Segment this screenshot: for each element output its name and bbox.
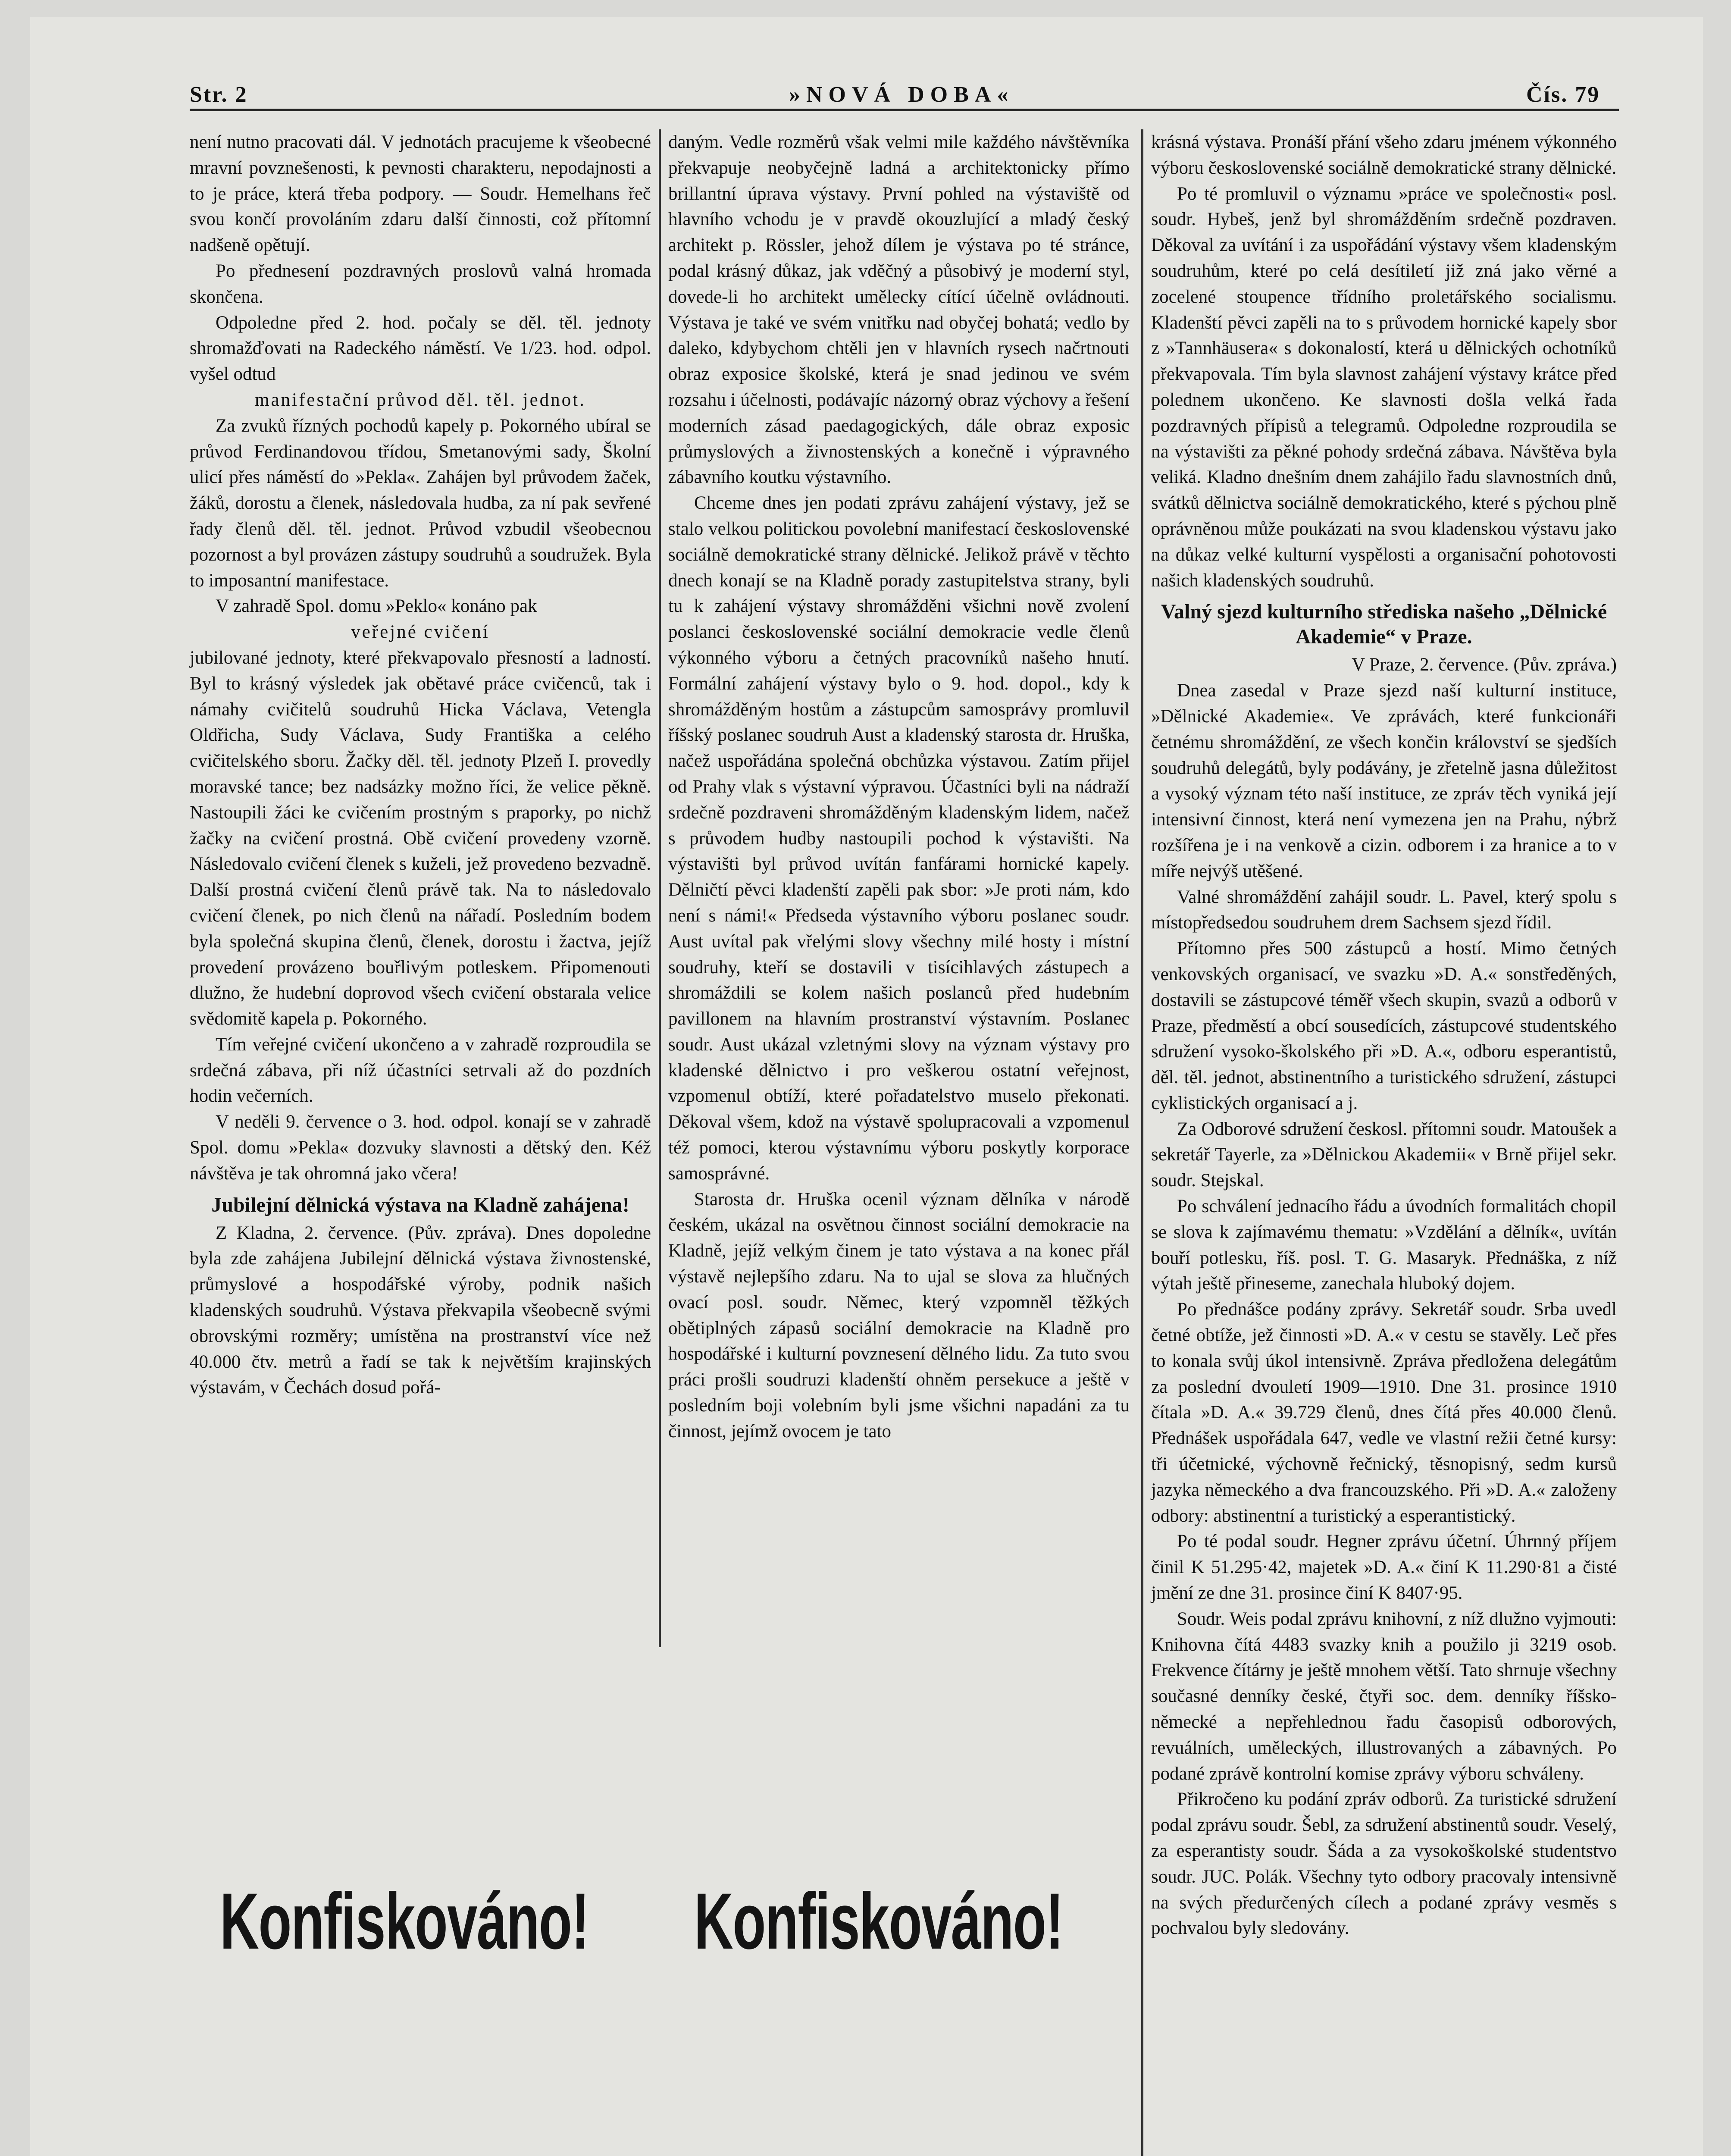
page-number: Str. 2 (190, 82, 248, 107)
paragraph-text: 2. července. (Pův. zpráva). Dnes dopoledne byla zde zahájena Jubilejní dělnická výstava živnostenské, průmyslové a hospodářské výroby, podnik našich kladenských soudruhů. Výstava překvapila všeobecně svými obrovskými rozměry; umístěna na prostranství více než 40.000 čtv. metrů a řadí se tak k největším krajinských výstavám, v Čechách dosud pořá- (190, 1222, 651, 1398)
paragraph: Přikročeno ku podání zpráv odborů. Za turistické sdružení podal zprávu soudr. Šebl, za sdružení abstinentů soudr. Veselý, za esperantisty soudr. Šáda a za vysokoškolské studentstvo soudr. JUC. Polák. Všechny tyto odbory pracovaly intensivně na svých předurčených cílech a podané zprávy vesměs s pochvalou byly sledovány. (1151, 1789, 1617, 1939)
paragraph: Po té podal soudr. Hegner zprávu účetní. Úhrnný příjem činil K 51.295·42, majetek »D. A.« činí K 11.290·81 a čisté jmění ze dne 31. prosince činí K 8407·95. (1151, 1531, 1617, 1604)
column-1 (190, 129, 651, 1401)
dateline: V Praze, 2. července. (Pův. zpráva.) (1352, 655, 1617, 675)
paragraph: Za Odborové sdružení českosl. přítomni soudr. Matoušek a sekretář Tayerle, za »Dělnickou Akademii« v Brně přijel sekr. soudr. Stejskal. (1151, 1119, 1617, 1191)
column-divider-2 (1141, 129, 1143, 2156)
paragraph: Po té promluvil o významu »práce ve společnosti« posl. soudr. Hybeš, jenž byl shromážděním srdečně pozdraven. Děkoval za uvítání i za uspořádání výstavy všem kladenským soudruhům, které po celá desítiletí již zná jako věrné a zocelené stoupence třídního proletářského socialismu. Kladenští pěvci zapěli na to s průvodem hornické kapely sbor z »Tannhäusera« s dokonalostí, která u dělnických ochotníků překvapovala. Tím byla slavnost zahájení výstavy krátce před polednem ukončeno. Ke slavnosti došla velká řada pozdravných přípisů a telegramů. Odpoledne rozproudila se na výstavišti za pěkné pohody srdečná zábava. Návštěva byla veliká. Kladno dnešním dnem zahájilo řadu slavnostních dnů, svátků dělnictva sociálně demokratického, které s pýchou plně oprávněnou může poukázati na svou kladenskou výstavu jako na důkaz velké kulturní vyspělosti a organisační pohotovosti našich kladenských soudruhů. (1151, 183, 1617, 591)
article-headline: Valný sjezd kulturního střediska našeho „Dělnické Akademie“ v Praze. (1161, 600, 1607, 649)
paragraph: Valné shromáždění zahájil soudr. L. Pavel, který spolu s místopředsedou soudruhem drem Sachsem sjezd řídil. (1151, 887, 1617, 933)
paragraph: Po přednášce podány zprávy. Sekretář soudr. Srba uvedl četné obtíže, jež činnosti »D. A.« v cestu se stavěly. Leč přes to konala svůj úkol intensivně. Zpráva předložena delegátům za poslední dvouletí 1909—1910. Dne 31. prosince 1910 čítala »D. A.« 39.729 členů, dnes čítá přes 40.000 členů. Přednášek uspořádala 647, vedle ve vlastní režii četné kursy: tři účetnické, výchovně řečnický, těsnopisný, sedm kursů jazyka německého a dva francouzského. Při »D. A.« založeny odbory: abstinentní a turistický a esperantistický. (1151, 1299, 1617, 1526)
paragraph: V neděli 9. července o 3. hod. odpol. konají se v zahradě Spol. domu »Pekla« dozvuky slavnosti a dětský den. Kéž návštěva je tak ohromná jako včera! (190, 1112, 651, 1184)
masthead-title: »NOVÁ DOBA« (789, 82, 1014, 107)
column-2 (668, 129, 1130, 1445)
dateline: Z Kladna, (216, 1222, 295, 1243)
paragraph: Po přednesení pozdravných proslovů valná hromada skončena. (190, 260, 651, 307)
paragraph: Soudr. Weis podal zprávu knihovní, z níž dlužno vyjmouti: Knihovna čítá 4483 svazky knih a použilo ji 3219 osob. Frekvence čítárny je ještě mnohem větší. Tato shrnuje všechny současné denníky české, čtyři soc. dem. denníky říšsko-německé a nepřehlednou řadu časopisů odborových, revuálních, uměleckých, illustrovaných a zábavných. Po podané zprávě kontrolní komise zprávy výboru schváleny. (1151, 1608, 1617, 1784)
paragraph: Po schválení jednacího řádu a úvodních formalitách chopil se slova k zajímavému thematu: »Vzdělání a dělník«, uvítán bouří potlesku, říš. posl. T. G. Masaryk. Přednáška, z níž výtah ještě přineseme, zanechala hluboký dojem. (1151, 1196, 1617, 1294)
paragraph: jubilované jednoty, které překvapovalo přesností a ladností. Byl to krásný výsledek jak obětavé práce cvičenců, tak i námahy cvičitelů soudruhů Hicka Václava, Vetengla Oldřicha, Sudy Václava, Sudy Františka a celého cvičitelského sboru. Žačky děl. těl. jednoty Plzeň I. provedly moravské tance; bez nadsázky možno říci, že velice pěkně. Nastoupili žáci ke cvičením prostným s praporky, po nichž žačky na cvičení prostná. Obě cvičení provedeny vzorně. Následovalo cvičení členek s kuželi, jež provedeno bezvadně. Další prostná cvičení členů právě tak. Na to následovalo cvičení členek, po nich členů na nářadí. Posledním bodem byla společná skupina členů, členek, dorostu i žactva, jejíž provedení provázeno bouřlivým potleskem. Připomenouti dlužno, že hudební doprovod všech cvičení obstarala velice svědomitě kapela p. Pokorného. (190, 647, 651, 1029)
article-headline: Jubilejní dělnická výstava na Kladně zahájena! (211, 1193, 629, 1216)
paragraph: Odpoledne před 2. hod. počaly se děl. těl. jednoty shromažďovati na Radeckého náměstí. Ve 1/23. hod. odpol. vyšel odtud (190, 312, 651, 385)
header-rule (190, 109, 1619, 111)
paragraph (190, 1220, 651, 1401)
issue-number: Čís. 79 (1526, 82, 1600, 107)
section-subheading: veřejné cvičení (351, 622, 490, 642)
paragraph: Chceme dnes jen podati zprávu zahájení výstavy, jež se stalo velkou politickou povolební manifestací československé sociálně demokratické strany dělnické. Jelikož právě v těchto dnech konají se na Kladně porady zastupitelstva strany, byli tu k zahájení výstavy shromážděni všichni nově zvolení poslanci československé sociální demokracie vedle členů výkonného výboru a četných pracovníků našeho hnutí. Formální zahájení výstavy bylo o 9. hod. dopol., kdy k shromážděným hostům a zástupcům samosprávy promluvil říšský poslanec soudruh Aust a kladenský starosta dr. Hruška, načež uspořádána společná obchůzka výstavou. Zatím přijel od Prahy vlak s výstavní výpravou. Účastníci byli na nádraží srdečně pozdraveni shromážděným kladenským lidem, načež s průvodem hudby nastoupili pochod k výstavišti. Na výstavišti byl průvod uvítán fanfárami hornické kapely. Dělničtí pěvci kladenští zapěli pak sbor: »Je proti nám, kdo není s námi!« Předseda výstavního výboru poslanec soudr. Aust uvítal pak vřelými slovy všechny milé hosty i místní soudruhy, kteří se dostavili v tisícihlavých zástupech a shromáždili se kolem našich poslanců před hudebním pavillonem na hlavním prostranství výstavním. Poslanec soudr. Aust ukázal vzletnými slovy na význam výstavy pro kladenské dělnictvo i pro veškerou ostatní veřejnost, vzpomenul obtíží, které pořadatelstvo muselo překonati. Děkoval všem, kdož na výstavě spolupracovali a vzpomenul též pomoci, kterou výstavnímu výboru poskytly korporace samosprávné. (668, 493, 1130, 1184)
paragraph: V zahradě Spol. domu »Peklo« konáno pak (216, 596, 537, 617)
confiscated-stamp-right: Konfiskováno! (694, 1877, 1063, 1966)
section-subheading: manifestační průvod děl. těl. jednot. (255, 389, 586, 410)
column-3 (1151, 129, 1617, 1941)
confiscated-stamp-left: Konfiskováno! (220, 1877, 589, 1966)
paragraph: Za zvuků řízných pochodů kapely p. Pokorného ubíral se průvod Ferdinandovou třídou, Smetanovými sady, Školní ulicí přes náměstí do »Pekla«. Zahájen byl průvodem žaček, žáků, dorostu a členek, následovala hudba, za ní pak sevřené řady členů děl. těl. jednot. Průvod vzbudil všeobecnou pozornost a byl provázen zástupy soudruhů a soudružek. Byla to imposantní manifestace. (190, 415, 651, 591)
paragraph: Dnea zasedal v Praze sjezd naší kulturní instituce, »Dělnické Akademie«. Ve zprávách, které funkcionáři četnému shromáždění, ze všech končin království se sjedších soudruhů delegátů, byly podávány, je zřetelně jasna důležitost a vysoký význam této naší instituce, ze zpráv těch vyniká její intensivní činnost, která není vymezena jen na Prahu, nýbrž rozšířena je i na venkově a cizin. odborem i za hranice a to v míře nejvýš utěšené. (1151, 680, 1617, 881)
paragraph: daným. Vedle rozměrů však velmi mile každého návštěvníka překvapuje neobyčejně ladná a architektonicky přímo brillantní úprava výstavy. První pohled na výstaviště od hlavního vchodu je v pravdě okouzlující a mladý český architekt p. Rössler, jehož dílem je výstava po té stránce, podal krásný důkaz, jak vděčný a působivý je moderní styl, dovede-li ho architekt umělecky cítící účelně ovládnouti. Výstava je také ve svém vnitřku nad obyčej bohatá; vedlo by daleko, kdybychom chtěli jen v hlavních rysech načrtnouti obraz exposice školské, která je snad jedinou ve svém rozsahu i účelnosti, podávajíc názorný obraz výchovy a řešení moderních zásad paedagogických, dále obraz exposic průmyslových a živnostenských a konečně i výpravného zábavního koutku výstavního. (668, 132, 1130, 488)
paragraph: krásná výstava. Pronáší přání všeho zdaru jménem výkonného výboru československé sociálně demokratické strany dělnické. (1151, 132, 1617, 178)
paragraph: Tím veřejné cvičení ukončeno a v zahradě rozproudila se srdečná zábava, při níž účastníci setrvali až do pozdních hodin večerních. (190, 1034, 651, 1106)
paragraph: není nutno pracovati dál. V jednotách pracujeme k všeobecné mravní povznešenosti, k pevnosti charakteru, nepodajnosti a to je práce, která třeba podpory. — Soudr. Hemelhans řeč svou končí provoláním zdaru další činnosti, což přítomní nadšeně opětují. (190, 132, 651, 256)
column-divider-1 (659, 129, 661, 1647)
paragraph: Přítomno přes 500 zástupců a hostí. Mimo četných venkovských organisací, ve svazku »D. A.« sonstředěných, dostavili se zástupcové téměř všech skupin, svazů a odborů v Praze, předměstí a obcí sousedících, zástupcové studentského sdružení vysoko-školského při »D. A.«, odboru esperantistů, děl. těl. jednot, abstinentního a turistického sdružení, zástupci cyklistických organisací a j. (1151, 938, 1617, 1113)
paragraph: Starosta dr. Hruška ocenil význam dělníka v národě českém, ukázal na osvětnou činnost sociální demokracie na Kladně, jejíž velkým činem je tato výstava a na konec přál výstavě nejlepšího zdaru. Na to ujal se slova za hlučných ovací posl. soudr. Němec, který vzpomněl těžkých obětiplných zápasů sociální demokracie na Kladně pro hospodářské i kulturní povznesení dělného lidu. Za tuto svou práci prošli soudruzi kladenští ohněm persekuce a ještě v posledním boji volebním byli jsme všichni napadáni za tu činnost, jejímž ovocem je tato (668, 1189, 1130, 1442)
